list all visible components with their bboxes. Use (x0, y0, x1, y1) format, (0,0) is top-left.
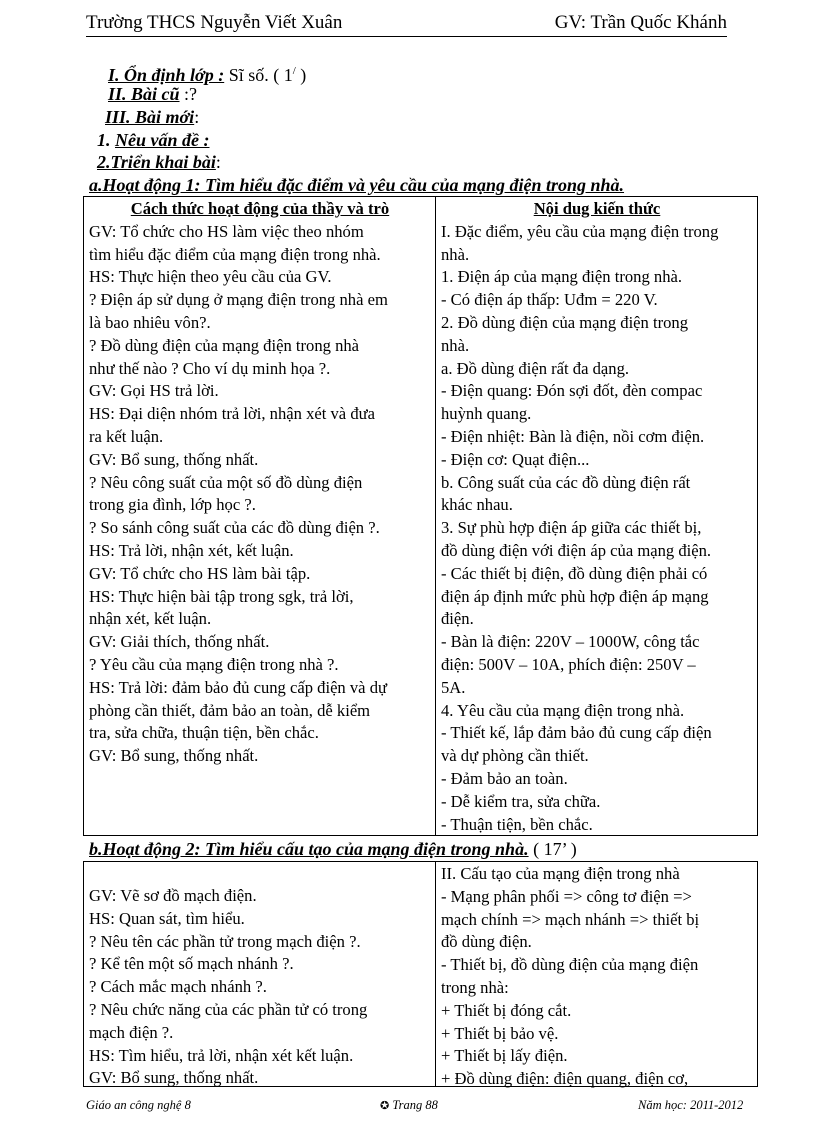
activity-1-left-line: phòng cần thiết, đảm bảo an toàn, dễ kiểm (89, 700, 371, 720)
activity-1-left-line: GV: Gọi HS trả lời. (89, 381, 219, 401)
activity-2-right-line: mạch chính => mạch nhánh => thiết bị (441, 909, 700, 929)
activity-2-left-line: HS: Tìm hiểu, trả lời, nhận xét kết luận. (89, 1045, 354, 1065)
activity-1-left-line: như thế nào ? Cho ví dụ minh họa ?. (89, 358, 331, 378)
activity-1-right-line: - Các thiết bị điện, đồ dùng điện phải có (441, 563, 708, 583)
activity-1-right-line: 5A. (441, 677, 466, 697)
section-2 (108, 83, 197, 105)
activity-1-left-header: Cách thức hoạt động của thầy và trò (130, 199, 390, 218)
activity-1-left-lines (89, 198, 431, 768)
activity-2-left-line: ? Kể tên một số mạch nhánh ?. (89, 954, 294, 974)
activity-2-left-line: mạch điện ?. (89, 1022, 174, 1042)
section-1-close: ) (295, 65, 307, 85)
activity-1-table (83, 196, 758, 836)
activity-1-left-line: ? Đồ dùng điện của mạng điện trong nhà (89, 335, 360, 355)
activity-1-right-line: và dự phòng cần thiết. (441, 746, 589, 766)
activity-2-right-line: + Đồ dùng điện: điện quang, điện cơ, (441, 1069, 689, 1089)
activity-2-right-line: trong nhà: (441, 977, 509, 997)
activity-1-right-header: Nội dug kiến thức (533, 199, 661, 218)
activity-2-right-line: + Thiết bị đóng cắt. (441, 1000, 572, 1020)
section-2-title: II. Bài cũ (108, 84, 180, 104)
activity-1-right-line: nhà. (441, 244, 470, 264)
section-2-text: :? (179, 84, 198, 104)
activity-1-right-line: - Đảm bảo an toàn. (441, 768, 568, 788)
activity-2-right-line: - Mạng phân phối => công tơ điện => (441, 886, 692, 906)
activity-2-left-line: ? Nêu tên các phần tử trong mạch điện ?. (89, 931, 361, 951)
footer-page-number: Trang 88 (389, 1098, 438, 1112)
activity-1-left-line: HS: Trả lời: đảm bảo đủ cung cấp điện và dự (89, 677, 387, 697)
activity-1-left-line: ? Điện áp sử dụng ở mạng điện trong nhà em (89, 290, 388, 310)
activity-1-left-line: GV: Tổ chức cho HS làm bài tập. (89, 563, 311, 583)
activity-2-right-line: đồ dùng điện. (441, 932, 532, 952)
footer-subject: Giáo an công nghệ 8 (86, 1098, 191, 1112)
activity-1-left-line: ? Nêu công suất của một số đồ dùng điện (89, 472, 363, 492)
activity-1-right-line: 3. Sự phù hợp điện áp giữa các thiết bị, (441, 518, 702, 538)
activity-1-right-line: - Bàn là điện: 220V – 1000W, công tắc (441, 632, 700, 652)
section-3 (105, 106, 199, 128)
activity-1-left-line: GV: Giải thích, thống nhất. (89, 632, 270, 652)
activity-2-left-line: ? Nêu chức năng của các phần tử có trong (89, 999, 368, 1019)
activity-1-left-line: nhận xét, kết luận. (89, 609, 212, 629)
activity-1-right-line: 1. Điện áp của mạng điện trong nhà. (441, 267, 682, 287)
activity-2-left-line: HS: Quan sát, tìm hiểu. (89, 908, 245, 928)
activity-2-table (83, 861, 758, 1087)
activity-1-right-lines (441, 198, 753, 836)
activity-1-right-line: 2. Đồ dùng điện của mạng điện trong (441, 312, 689, 332)
activity-1-right-line: - Có điện áp thấp: Uđm = 220 V. (441, 290, 658, 310)
teacher-name: GV: Trần Quốc Khánh (554, 12, 727, 33)
activity-1-left-line: ra kết luận. (89, 426, 164, 446)
activity-1-left-line: trong gia đình, lớp học ?. (89, 495, 256, 515)
activity-1-right-line: - Điện cơ: Quạt điện... (441, 449, 590, 469)
section-3-title: III. Bài mới (105, 107, 195, 127)
activity-2-teacher-student-column (84, 862, 436, 1086)
activity-1-right-line: khác nhau. (441, 495, 513, 515)
section-4-num: 1. (97, 130, 115, 150)
activity-1-title (89, 174, 624, 196)
star-circle-icon: ✪ (380, 1100, 390, 1112)
section-1-text: Sĩ số. ( 1 (224, 65, 293, 85)
activity-1-right-line: - Thiết kế, lắp đảm bảo đủ cung cấp điện (441, 723, 712, 743)
activity-2-title-text: b.Hoạt động 2: Tìm hiểu cấu tạo của mạng điện trong nhà. (89, 839, 529, 859)
activity-2-title (89, 838, 577, 860)
section-4 (97, 129, 209, 151)
activity-1-right-line: - Điện nhiệt: Bàn là điện, nồi cơm điện. (441, 426, 705, 446)
section-5-text: : (215, 152, 221, 172)
activity-1-left-line: HS: Trả lời, nhận xét, kết luận. (89, 540, 294, 560)
activity-2-duration: ( 17’ ) (528, 839, 577, 859)
activity-2-right-line: + Thiết bị lấy điện. (441, 1046, 568, 1066)
footer-school-year: Năm học: 2011-2012 (638, 1098, 744, 1112)
activity-2-right-line: - Thiết bị, đồ dùng điện của mạng điện (441, 955, 699, 975)
activity-1-left-line: HS: Thực hiện theo yêu cầu của GV. (89, 267, 332, 287)
activity-1-right-line: a. Đồ dùng điện rất đa dạng. (441, 358, 630, 378)
activity-1-right-line: điện: 500V – 10A, phích điện: 250V – (441, 654, 696, 674)
activity-2-right-lines (441, 863, 753, 1091)
section-4-title: Nêu vấn đề : (115, 130, 210, 150)
activity-1-title-text: a.Hoạt động 1: Tìm hiểu đặc điểm và yêu cầu của mạng điện trong nhà. (89, 175, 625, 195)
activity-1-left-line: HS: Đại diện nhóm trả lời, nhận xét và đưa (89, 404, 375, 424)
section-5 (97, 151, 221, 173)
section-5-title: 2.Triển khai bài (97, 152, 216, 172)
section-3-text: : (194, 107, 200, 127)
activity-2-right-line: II. Cấu tạo của mạng điện trong nhà (441, 864, 680, 883)
activity-1-right-line: huỳnh quang. (441, 404, 532, 424)
page-header (86, 10, 727, 37)
activity-1-right-line: b. Công suất của các đồ dùng điện rất (441, 472, 691, 492)
activity-1-right-line: đồ dùng điện với điện áp của mạng điện. (441, 540, 712, 560)
activity-1-right-line: - Dễ kiểm tra, sửa chữa. (441, 791, 601, 811)
activity-1-right-line: - Điện quang: Đón sợi đốt, đèn compac (441, 381, 703, 401)
activity-1-left-line: GV: Bổ sung, thống nhất. (89, 746, 259, 766)
activity-1-left-line: GV: Tổ chức cho HS làm việc theo nhóm (89, 221, 364, 241)
activity-1-teacher-student-column (84, 197, 436, 835)
school-name: Trường THCS Nguyễn Viết Xuân (86, 12, 343, 33)
activity-1-left-line: tra, sửa chữa, thuận tiện, bền chắc. (89, 723, 319, 743)
activity-1-right-line: nhà. (441, 335, 470, 355)
activity-1-left-line: ? Yêu cầu của mạng điện trong nhà ?. (89, 654, 339, 674)
activity-2-left-lines (89, 885, 431, 1090)
activity-2-right-line: + Thiết bị bảo vệ. (441, 1023, 559, 1043)
activity-2-left-line: ? Cách mắc mạch nhánh ?. (89, 977, 267, 997)
activity-1-left-line: GV: Bổ sung, thống nhất. (89, 449, 259, 469)
activity-1-right-line: I. Đặc điểm, yêu cầu của mạng điện trong (441, 221, 719, 241)
activity-2-left-line: GV: Vẽ sơ đồ mạch điện. (89, 886, 257, 905)
section-1-title: I. Ổn định lớp : (108, 65, 225, 85)
activity-1-left-line: tìm hiểu đặc điểm của mạng điện trong nhà. (89, 244, 381, 264)
activity-1-right-line: điện áp định mức phù hợp điện áp mạng (441, 586, 709, 606)
activity-1-right-line: - Thuận tiện, bền chắc. (441, 814, 593, 834)
activity-1-left-line: HS: Thực hiện bài tập trong sgk, trả lời, (89, 586, 354, 606)
activity-1-left-line: là bao nhiêu vôn?. (89, 312, 211, 332)
activity-1-right-line: 4. Yêu cầu của mạng điện trong nhà. (441, 700, 685, 720)
footer-page (380, 1097, 438, 1114)
activity-2-left-line: GV: Bổ sung, thống nhất. (89, 1068, 259, 1088)
activity-1-left-line: ? So sánh công suất của các đồ dùng điện ?. (89, 518, 380, 538)
activity-1-right-line: điện. (441, 609, 474, 629)
section-1-sup: / (292, 65, 296, 77)
